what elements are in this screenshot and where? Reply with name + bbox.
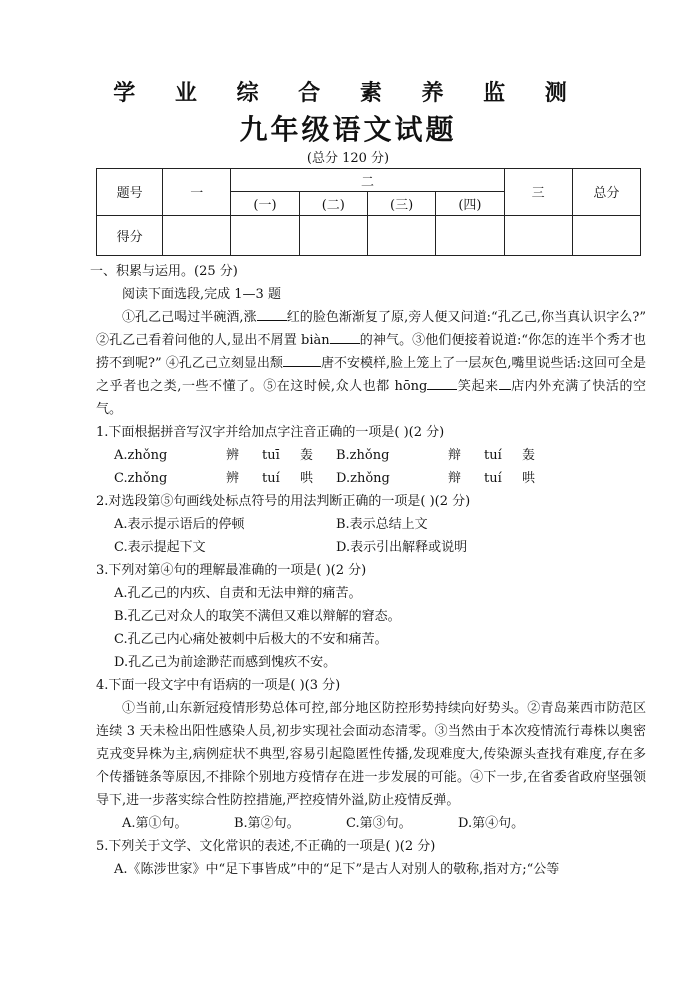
table-sub-1: (一): [231, 192, 299, 215]
option-d[interactable]: D.表示引出解释或说明: [336, 540, 468, 555]
option-a[interactable]: A.表示提示语后的停顿: [114, 517, 245, 532]
score-cell[interactable]: [436, 215, 504, 255]
table-label-score: 得分: [97, 215, 163, 255]
question-2-stem: 2.对选段第⑤句画线处标点符号的用法判断正确的一项是( )(2 分): [96, 494, 471, 509]
score-table: [96, 168, 641, 256]
passage-text: 的神气。③他们便接着说道:“你怎的连半个秀才也捞不到呢?” ④孔乙己立刻显出颓: [96, 333, 646, 371]
option-d-char: 辩: [448, 471, 462, 486]
option-a[interactable]: A.第①句。: [122, 816, 188, 831]
table-col-2: 二: [231, 169, 504, 192]
option-d[interactable]: D.孔乙己为前途渺茫而感到愧疚不安。: [114, 655, 337, 670]
question-1-options-cd: [96, 467, 646, 490]
option-a-pinyin[interactable]: A.zhǒng: [114, 448, 168, 463]
exam-subtitle: 九年级语文试题: [239, 113, 457, 146]
option-b-char: 辩: [448, 448, 462, 463]
option-b[interactable]: B.表示总结上文: [336, 517, 428, 532]
option-c[interactable]: C.第③句。: [346, 816, 412, 831]
option-c[interactable]: C.表示提起下文: [114, 540, 206, 555]
question-4-stem: 4.下面一段文字中有语病的一项是( )(3 分): [96, 678, 341, 693]
question-4-text: ①当前,山东新冠疫情形势总体可控,部分地区防控形势持续向好势头。②青岛莱西市防范区连续 3 天未检出阳性感染人员,初步实现社会面动态清零。③当然由于本次疫情流行毒株以奥密克戎变异株为主,病例症状不典型,容易引起隐匿性传播,发现难度大,传染源头查找有难度,存在多个传播链条等原因,不排除个别地方疫情存在进一步发展的可能。④下一步,在省委省政府坚强领导下,进一步落实综合性防控措施,严控疫情外溢,防止疫情反弹。: [96, 701, 646, 808]
exam-title: 学 业 综 合 素 养 监 测: [113, 80, 583, 106]
option-b[interactable]: B.孔乙己对众人的取笑不满但又难以辩解的窘态。: [114, 609, 401, 624]
option-a-pinyin-2: tuī: [262, 448, 280, 463]
question-2-options-cd: [96, 536, 646, 559]
option-d-pinyin[interactable]: D.zhǒng: [336, 471, 390, 486]
score-cell[interactable]: [367, 215, 435, 255]
question-1-options-ab: [96, 444, 646, 467]
passage-text: 笑起来: [457, 379, 499, 394]
underlined-mark: [499, 377, 511, 390]
passage-text: 红的脸色渐渐复了原,旁人便又问道:“孔乙己,你当真认识字么?” ②孔乙己看着问他的人,显出不屑置 biàn: [96, 310, 646, 348]
question-5-stem: 5.下列关于文学、文化常识的表述,不正确的一项是( )(2 分): [96, 839, 436, 854]
answer-blank[interactable]: [330, 331, 360, 344]
question-2-options-ab: [96, 513, 646, 536]
option-d[interactable]: D.第④句。: [458, 816, 525, 831]
table-col-1: 一: [163, 169, 231, 216]
option-a[interactable]: A.《陈涉世家》中“足下事皆成”中的“足下”是古人对别人的敬称,指对方;“公等: [114, 862, 560, 877]
table-sub-4: (四): [436, 192, 504, 215]
table-label-number: 题号: [97, 169, 163, 216]
option-a-char: 辨: [226, 448, 240, 463]
table-col-3: 三: [504, 169, 572, 216]
score-cell[interactable]: [572, 215, 640, 255]
passage-text: 唐不安模样,脸上笼上了一层灰色,嘴里说些话:这回可全是之乎者也之类,一些不懂了。⑤在这时候,众人也都 hōng: [96, 356, 646, 394]
option-c[interactable]: C.孔乙己内心痛处被刺中后极大的不安和痛苦。: [114, 632, 388, 647]
score-cell[interactable]: [504, 215, 572, 255]
total-score: (总分 120 分): [306, 151, 390, 166]
option-c-char: 辨: [226, 471, 240, 486]
section-heading: 一、积累与运用。(25 分): [90, 264, 238, 279]
table-sub-3: (三): [367, 192, 435, 215]
table-col-total: 总分: [572, 169, 640, 216]
option-d-pinyin-2: tuí: [484, 471, 502, 486]
answer-blank[interactable]: [283, 354, 321, 367]
option-b-pinyin-2: tuí: [484, 448, 502, 463]
option-b-pinyin[interactable]: B.zhǒng: [336, 448, 390, 463]
section-intro: 阅读下面选段,完成 1—3 题: [122, 287, 281, 302]
option-a[interactable]: A.孔乙己的内疚、自责和无法申辩的痛苦。: [114, 586, 362, 601]
option-c-pinyin[interactable]: C.zhǒng: [114, 471, 168, 486]
question-4-options: [96, 812, 646, 835]
option-a-char-2: 轰: [300, 448, 314, 463]
passage-text: ①孔乙己喝过半碗酒,涨: [122, 310, 257, 325]
exam-content: [90, 260, 646, 881]
option-c-pinyin-2: tuí: [262, 471, 280, 486]
option-d-char-2: 哄: [522, 471, 536, 486]
score-cell[interactable]: [231, 215, 299, 255]
reading-passage: [96, 306, 646, 421]
answer-blank[interactable]: [257, 308, 287, 321]
score-cell[interactable]: [163, 215, 231, 255]
question-3-stem: 3.下列对第④句的理解最准确的一项是( )(2 分): [96, 563, 367, 578]
table-sub-2: (二): [299, 192, 367, 215]
option-b-char-2: 轰: [522, 448, 536, 463]
option-b[interactable]: B.第②句。: [234, 816, 300, 831]
option-c-char-2: 哄: [300, 471, 314, 486]
question-1-stem: 1.下面根据拼音写汉字并给加点字注音正确的一项是( )(2 分): [96, 425, 445, 440]
passage-text: 店内外充满了快活的空气。: [96, 379, 646, 417]
score-cell[interactable]: [299, 215, 367, 255]
answer-blank[interactable]: [427, 377, 457, 390]
